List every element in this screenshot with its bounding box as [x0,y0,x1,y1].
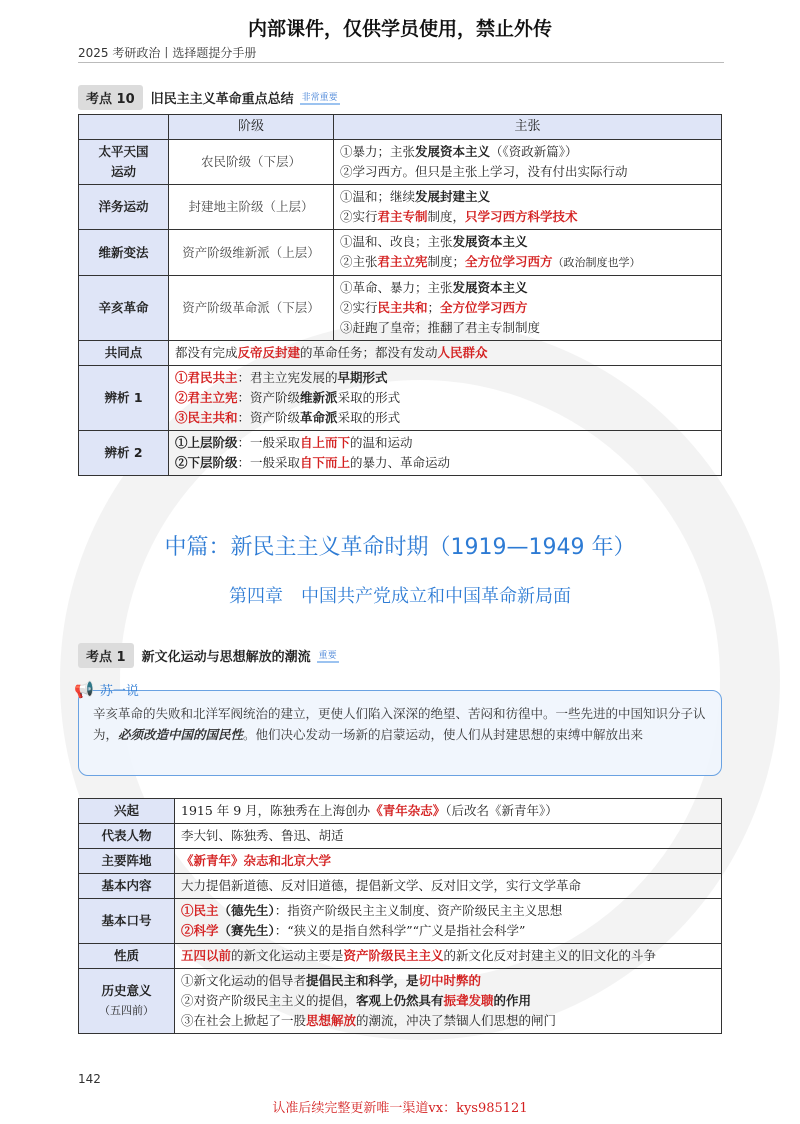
row-label: 辨析 2 [79,431,169,476]
chapter-title: 第四章 中国共产党成立和中国革命新局面 [229,586,571,607]
row-label: 性质 [79,944,175,969]
row-class: 封建地主阶级（上层） [169,185,334,230]
header-empty [79,115,169,140]
table-row [79,824,722,849]
row-claim: ①温和；继续发展封建主义 ②实行君主专制制度，只学习西方科学技术 [334,185,722,230]
row-claim: ①革命、暴力；主张发展资本主义 ②实行民主共和；全方位学习西方 ③赶跑了皇帝；推翻了君主专制制度 [334,276,722,341]
su-says-heading [74,680,139,699]
table-row [79,276,722,341]
importance-badge: 非常重要 [300,90,340,105]
row-label: 辨析 1 [79,366,169,431]
row-label: 洋务运动 [79,185,169,230]
row-label: 历史意义 （五四前） [79,969,175,1034]
header-divider [78,62,724,63]
table-row [79,849,722,874]
table-row [79,431,722,476]
table-row [79,341,722,366]
section-heading-kd1 [78,644,339,666]
row-class: 资产阶级革命派（下层） [169,276,334,341]
section-title: 新文化运动与思想解放的潮流 [141,649,311,665]
section-number: 考点 10 [78,85,143,110]
new-culture-table [78,798,722,1034]
table-row [79,899,722,944]
table-row [79,140,722,185]
section-title: 旧民主主义革命重点总结 [150,91,294,107]
row-content: 李大钊、陈独秀、鲁迅、胡适 [175,824,722,849]
old-revolution-table [78,114,722,476]
section-heading-kd10 [78,86,340,108]
row-class: 农民阶级（下层） [169,140,334,185]
row-label: 辛亥革命 [79,276,169,341]
su-says-label: 苏一说 [99,684,139,699]
header-class: 阶级 [169,115,334,140]
table-row [79,874,722,899]
footer-notice: 认准后续完整更新唯一渠道vx：kys985121 [272,1101,528,1116]
row-content: ①上层阶级：一般采取自上而下的温和运动 ②下层阶级：一般采取自下而上的暴力、革命运动 [169,431,722,476]
table-row [79,944,722,969]
row-label: 主要阵地 [79,849,175,874]
row-content: 《新青年》杂志和北京大学 [175,849,722,874]
row-label: 太平天国 运动 [79,140,169,185]
row-label: 基本内容 [79,874,175,899]
row-content: 五四以前的新文化运动主要是资产阶级民主主义的新文化反对封建主义的旧文化的斗争 [175,944,722,969]
table-row [79,799,722,824]
row-label: 基本口号 [79,899,175,944]
table-row [79,185,722,230]
row-content: 都没有完成反帝反封建的革命任务；都没有发动人民群众 [169,341,722,366]
row-claim: ①温和、改良；主张发展资本主义 ②主张君主立宪制度；全方位学习西方（政治制度也学） [334,230,722,276]
row-label: 共同点 [79,341,169,366]
header-claim: 主张 [334,115,722,140]
row-content: ①新文化运动的倡导者提倡民主和科学，是切中时弊的 ②对资产阶级民主主义的提倡，客观上仍然具有振聋发聩的作用 ③在社会上掀起了一股思想解放的潮流，冲决了禁锢人们思想的闸门 [175,969,722,1034]
row-content: 大力提倡新道德、反对旧道德，提倡新文学、反对旧文学，实行文学革命 [175,874,722,899]
row-class: 资产阶级维新派（上层） [169,230,334,276]
row-content: ①君民共主：君主立宪发展的早期形式 ②君主立宪：资产阶级维新派采取的形式 ③民主共和：资产阶级革命派采取的形式 [169,366,722,431]
importance-badge: 重要 [317,648,339,663]
row-claim: ①暴力；主张发展资本主义（《资政新篇》） ②学习西方。但只是主张上学习，没有付出实际行动 [334,140,722,185]
part-title: 中篇：新民主主义革命时期（1919—1949 年） [164,535,636,560]
row-label: 代表人物 [79,824,175,849]
confidential-header: 内部课件，仅供学员使用，禁止外传 [247,18,552,40]
table-row [79,366,722,431]
su-says-box: 辛亥革命的失败和北洋军阀统治的建立，更使人们陷入深深的绝望、苦闷和彷徨中。一些先进的中国知识分子认为，必须改造中国的国民性。他们决心发动一场新的启蒙运动，使人们从封建思想的束缚中解放出来 [78,690,722,776]
section-number: 考点 1 [78,643,134,668]
table-row [79,969,722,1034]
row-content: 1915 年 9 月，陈独秀在上海创办《青年杂志》（后改名《新青年》） [175,799,722,824]
row-label: 维新变法 [79,230,169,276]
table-row [79,230,722,276]
row-label: 兴起 [79,799,175,824]
row-content: ①民主（德先生）：指资产阶级民主主义制度、资产阶级民主主义思想 ②科学（赛先生）：“狭义的是指自然科学”“广义是指社会科学” [175,899,722,944]
megaphone-icon: 📢 [74,680,94,699]
book-subtitle: 2025 考研政治丨选择题提分手册 [78,46,257,60]
page-number: 142 [78,1072,101,1086]
